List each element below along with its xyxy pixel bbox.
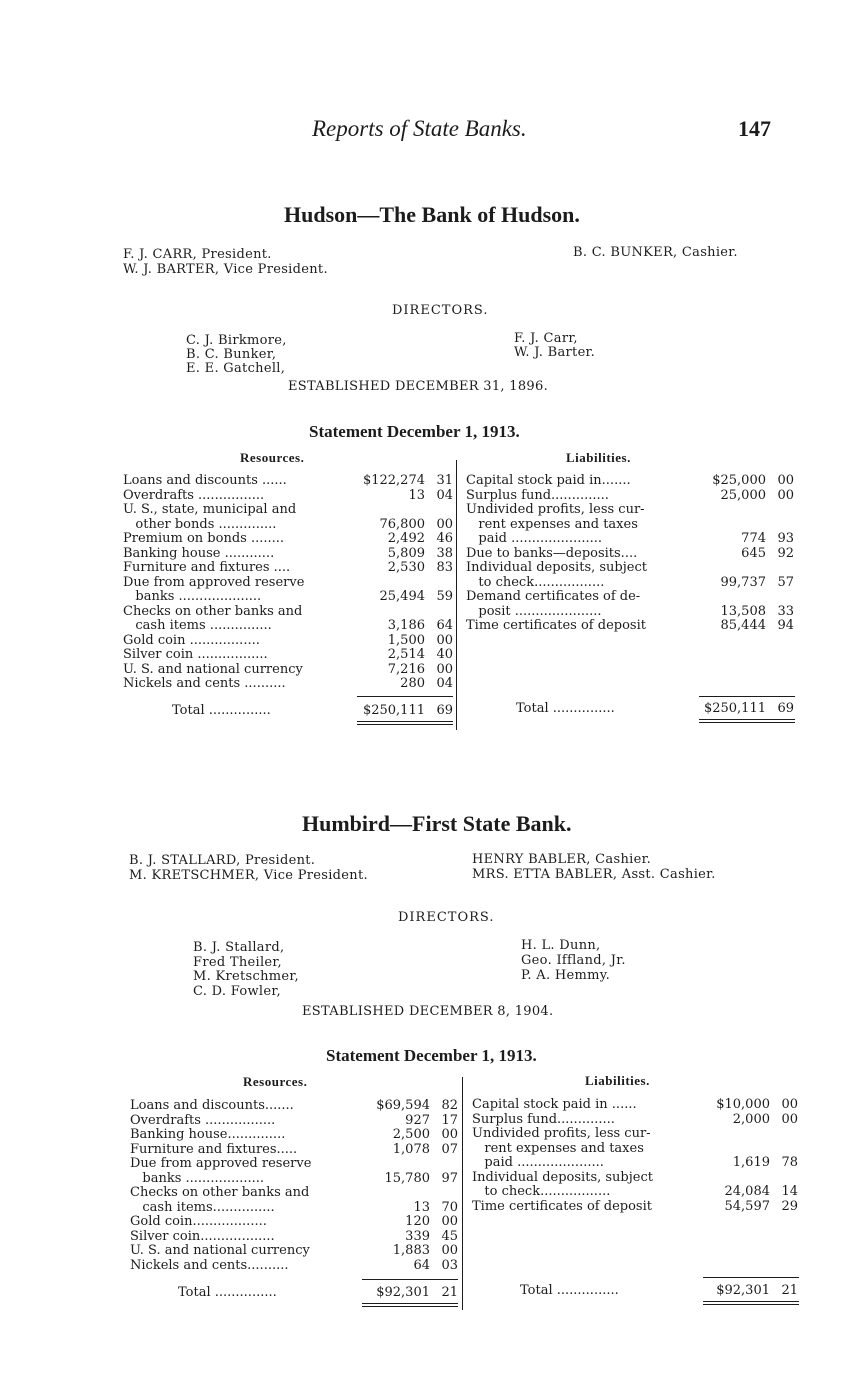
total-label: Total ............... bbox=[178, 1285, 277, 1300]
director-name: B. J. Stallard, bbox=[193, 940, 285, 955]
ledger-cents: 92 bbox=[777, 545, 794, 561]
ledger-dollars: 25,000 bbox=[720, 487, 766, 503]
ledger-dollars: $10,000 bbox=[716, 1097, 770, 1112]
ledger-label: Individual deposits, subject bbox=[466, 560, 647, 575]
ledger-label: cash items ............... bbox=[123, 618, 272, 633]
page-number: 147 bbox=[738, 116, 771, 141]
ledger-row bbox=[472, 1126, 800, 1141]
ledger-row bbox=[466, 502, 796, 517]
total-cents: 21 bbox=[781, 1283, 798, 1298]
ledger-dollars: 280 bbox=[400, 676, 425, 691]
total-label: Total ............... bbox=[520, 1283, 619, 1298]
ledger-dollars: 76,800 bbox=[379, 516, 425, 532]
ledger-label: rent expenses and taxes bbox=[472, 1140, 644, 1156]
ledger-row bbox=[123, 473, 455, 488]
ledger-dollars: 2,000 bbox=[732, 1111, 770, 1127]
ledger-cents: 00 bbox=[777, 473, 794, 488]
director-name: C. D. Fowler, bbox=[193, 984, 281, 999]
statement-title: Statement December 1, 1913. bbox=[309, 422, 520, 441]
director-name: F. J. Carr, bbox=[514, 331, 578, 346]
ledger-row bbox=[466, 575, 796, 590]
ledger-label: banks ................... bbox=[130, 1170, 265, 1186]
ledger-dollars: 2,530 bbox=[387, 560, 425, 575]
ledger-cents: 00 bbox=[781, 1111, 798, 1127]
ledger-label: paid ..................... bbox=[472, 1155, 604, 1170]
ledger-label: Furniture and fixtures..... bbox=[130, 1141, 298, 1157]
ledger-dollars: 64 bbox=[413, 1257, 430, 1273]
liabilities-heading: Liabilities. bbox=[585, 1073, 650, 1088]
ledger-dollars: 85,444 bbox=[720, 618, 766, 633]
ledger-row bbox=[123, 676, 455, 691]
ledger-row bbox=[123, 502, 455, 517]
total-label: Total ............... bbox=[172, 703, 271, 718]
ledger-label: Due from approved reserve bbox=[130, 1156, 312, 1171]
officer: F. J. CARR, President. bbox=[123, 247, 272, 262]
statement-title: Statement December 1, 1913. bbox=[326, 1046, 537, 1065]
ledger-label: Loans and discounts ...... bbox=[123, 473, 287, 488]
subtotal-rule bbox=[362, 1279, 458, 1280]
ledger-label: Silver coin.................. bbox=[130, 1228, 275, 1244]
ledger-cents: 17 bbox=[441, 1112, 458, 1128]
total-cents: 69 bbox=[777, 701, 794, 716]
ledger-label: Gold coin ................. bbox=[123, 632, 260, 648]
ledger-dollars: 24,084 bbox=[724, 1184, 770, 1199]
ledger-label: Loans and discounts....... bbox=[130, 1098, 294, 1113]
ledger-row bbox=[466, 618, 796, 633]
ledger-label: Checks on other banks and bbox=[123, 603, 303, 619]
officer: B. C. BUNKER, Cashier. bbox=[573, 245, 738, 260]
ledger-cents: 03 bbox=[441, 1257, 458, 1273]
ledger-row bbox=[123, 531, 455, 546]
ledger-row bbox=[123, 662, 455, 677]
ledger-label: U. S. and national currency bbox=[123, 661, 303, 677]
ledger-row bbox=[130, 1113, 460, 1128]
ledger-cents: 00 bbox=[441, 1127, 458, 1142]
ledger-row bbox=[130, 1142, 460, 1157]
ledger-cents: 31 bbox=[436, 473, 453, 488]
ledger-dollars: 1,619 bbox=[732, 1155, 770, 1170]
officer: MRS. ETTA BABLER, Asst. Cashier. bbox=[472, 867, 716, 882]
director-name: E. E. Gatchell, bbox=[186, 361, 286, 376]
ledger-label: U. S. and national currency bbox=[130, 1243, 310, 1258]
ledger-row bbox=[130, 1127, 460, 1142]
ledger-row bbox=[123, 647, 455, 662]
ledger-row bbox=[130, 1258, 460, 1273]
directors-heading: DIRECTORS. bbox=[398, 910, 495, 925]
total-label: Total ............... bbox=[516, 701, 615, 716]
ledger-cents: 83 bbox=[436, 560, 453, 575]
established-date: ESTABLISHED DECEMBER 8, 1904. bbox=[302, 1004, 554, 1019]
ledger-label: to check................. bbox=[466, 574, 605, 590]
ledger-label: Banking house ............ bbox=[123, 545, 275, 561]
total-cents: 69 bbox=[436, 703, 453, 718]
ledger-label: Gold coin.................. bbox=[130, 1214, 267, 1229]
bank-title: Humbird—First State Bank. bbox=[302, 811, 572, 836]
ledger-cents: 00 bbox=[777, 487, 794, 503]
ledger-dollars: 1,078 bbox=[392, 1141, 430, 1157]
ledger-cents: 00 bbox=[436, 632, 453, 648]
director-name: C. J. Birkmore, bbox=[186, 333, 287, 348]
bank-title: Hudson—The Bank of Hudson. bbox=[284, 202, 580, 227]
ledger-row bbox=[472, 1141, 800, 1156]
ledger-label: Furniture and fixtures .... bbox=[123, 560, 291, 575]
ledger-row bbox=[472, 1155, 800, 1170]
director-name: H. L. Dunn, bbox=[521, 938, 601, 953]
ledger-row bbox=[472, 1112, 800, 1127]
ledger-cents: 59 bbox=[436, 589, 453, 604]
ledger-label: banks .................... bbox=[123, 589, 262, 604]
ledger-label: U. S., state, municipal and bbox=[123, 502, 297, 517]
ledger-label: Undivided profits, less cur- bbox=[472, 1126, 651, 1141]
ledger-cents: 45 bbox=[441, 1228, 458, 1244]
ledger-cents: 97 bbox=[441, 1170, 458, 1186]
total-dollars: $250,111 bbox=[703, 701, 766, 716]
ledger-label: posit ..................... bbox=[466, 603, 602, 619]
director-name: Geo. Iffland, Jr. bbox=[521, 953, 626, 968]
ledger-row bbox=[466, 531, 796, 546]
ledger-row bbox=[130, 1185, 460, 1200]
ledger-row bbox=[466, 546, 796, 561]
ledger-dollars: 2,492 bbox=[387, 531, 425, 546]
ledger-label: paid ...................... bbox=[466, 531, 602, 546]
ledger-row bbox=[130, 1243, 460, 1258]
ledger-cents: 57 bbox=[777, 574, 794, 590]
total-double-rule bbox=[362, 1303, 458, 1307]
ledger-row bbox=[472, 1199, 800, 1214]
officer: HENRY BABLER, Cashier. bbox=[472, 852, 652, 867]
ledger-cents: 38 bbox=[436, 545, 453, 561]
ledger-row bbox=[130, 1214, 460, 1229]
ledger-label: Undivided profits, less cur- bbox=[466, 502, 645, 517]
total-double-rule bbox=[703, 1301, 799, 1305]
ledger-dollars: 99,737 bbox=[720, 574, 766, 590]
ledger-cents: 93 bbox=[777, 531, 794, 546]
directors-heading: DIRECTORS. bbox=[392, 303, 489, 318]
ledger-dollars: 645 bbox=[741, 545, 766, 561]
ledger-row bbox=[123, 633, 455, 648]
ledger-row bbox=[123, 575, 455, 590]
ledger-label: Due from approved reserve bbox=[123, 574, 305, 590]
ledger-dollars: $122,274 bbox=[362, 473, 425, 488]
ledger-row bbox=[472, 1170, 800, 1185]
ledger-row bbox=[466, 589, 796, 604]
ledger-label: to check................. bbox=[472, 1184, 611, 1199]
ledger-cents: 78 bbox=[781, 1155, 798, 1170]
total-dollars: $92,301 bbox=[716, 1283, 770, 1298]
ledger-label: Capital stock paid in ...... bbox=[472, 1097, 637, 1112]
ledger-row bbox=[123, 488, 455, 503]
ledger-dollars: 2,514 bbox=[387, 647, 425, 662]
ledger-label: Nickels and cents .......... bbox=[123, 676, 286, 691]
ledger-label: Time certificates of deposit bbox=[466, 618, 646, 633]
ledger-cents: 94 bbox=[777, 618, 794, 633]
ledger-row bbox=[130, 1156, 460, 1171]
ledger-dollars: 13 bbox=[408, 487, 425, 503]
ledger-cents: 46 bbox=[436, 531, 453, 546]
ledger-cents: 00 bbox=[436, 661, 453, 677]
subtotal-rule bbox=[703, 1277, 799, 1278]
ledger-dollars: 25,494 bbox=[379, 589, 425, 604]
ledger-cents: 00 bbox=[441, 1214, 458, 1229]
subtotal-rule bbox=[357, 696, 453, 697]
ledger-label: Surplus fund.............. bbox=[472, 1111, 615, 1127]
ledger-dollars: 15,780 bbox=[384, 1170, 430, 1186]
ledger-label: Time certificates of deposit bbox=[472, 1198, 652, 1214]
ledger-row bbox=[466, 488, 796, 503]
director-name: P. A. Hemmy. bbox=[521, 968, 611, 983]
ledger-row bbox=[123, 546, 455, 561]
ledger-cents: 82 bbox=[441, 1098, 458, 1113]
ledger-cents: 29 bbox=[781, 1198, 798, 1214]
ledger-dollars: 3,186 bbox=[387, 618, 425, 633]
subtotal-rule bbox=[699, 696, 795, 697]
ledger-dollars: 13 bbox=[413, 1199, 430, 1215]
ledger-cents: 00 bbox=[436, 516, 453, 532]
total-double-rule bbox=[699, 719, 795, 723]
officer: M. KRETSCHMER, Vice President. bbox=[129, 868, 368, 883]
ledger-label: Surplus fund.............. bbox=[466, 487, 609, 503]
ledger-label: Due to banks—deposits.... bbox=[466, 545, 638, 561]
total-double-rule bbox=[357, 721, 453, 725]
ledger-row bbox=[466, 517, 796, 532]
ledger-row bbox=[472, 1097, 800, 1112]
ledger-dollars: 2,500 bbox=[392, 1127, 430, 1142]
total-cents: 21 bbox=[441, 1285, 458, 1300]
ledger-label: Demand certificates of de- bbox=[466, 589, 641, 604]
ledger-dollars: 13,508 bbox=[720, 603, 766, 619]
ledger-dollars: $69,594 bbox=[376, 1098, 430, 1113]
director-name: Fred Theiler, bbox=[193, 955, 282, 970]
ledger-row bbox=[123, 604, 455, 619]
ledger-cents: 04 bbox=[436, 676, 453, 691]
ledger-cents: 14 bbox=[781, 1184, 798, 1199]
ledger-cents: 40 bbox=[436, 647, 453, 662]
ledger-cents: 33 bbox=[777, 603, 794, 619]
ledger-dollars: 927 bbox=[405, 1112, 430, 1128]
ledger-cents: 04 bbox=[436, 487, 453, 503]
ledger-row bbox=[130, 1171, 460, 1186]
officer: W. J. BARTER, Vice President. bbox=[123, 262, 328, 277]
ledger-cents: 07 bbox=[441, 1141, 458, 1157]
ledger-row bbox=[466, 473, 796, 488]
ledger-label: Checks on other banks and bbox=[130, 1185, 310, 1200]
ledger-label: Banking house.............. bbox=[130, 1127, 286, 1142]
liabilities-heading: Liabilities. bbox=[566, 450, 631, 465]
established-date: ESTABLISHED DECEMBER 31, 1896. bbox=[288, 379, 548, 394]
resources-heading: Resources. bbox=[240, 450, 305, 465]
ledger-row bbox=[130, 1229, 460, 1244]
ledger-row bbox=[130, 1098, 460, 1113]
ledger-dollars: 339 bbox=[405, 1228, 430, 1244]
ledger-cents: 70 bbox=[441, 1199, 458, 1215]
ledger-row bbox=[466, 604, 796, 619]
resources-heading: Resources. bbox=[243, 1074, 308, 1089]
ledger-row bbox=[123, 589, 455, 604]
ledger-label: Capital stock paid in....... bbox=[466, 473, 631, 488]
ledger-dollars: 1,883 bbox=[392, 1243, 430, 1258]
ledger-row bbox=[130, 1200, 460, 1215]
running-title: Reports of State Banks. bbox=[312, 116, 527, 141]
total-dollars: $92,301 bbox=[376, 1285, 430, 1300]
ledger-label: Overdrafts ................. bbox=[130, 1112, 276, 1128]
ledger-label: Premium on bonds ........ bbox=[123, 531, 285, 546]
ledger-label: Individual deposits, subject bbox=[472, 1169, 653, 1185]
officer: B. J. STALLARD, President. bbox=[129, 853, 316, 868]
ledger-row bbox=[472, 1184, 800, 1199]
column-divider bbox=[456, 460, 457, 730]
ledger-label: Silver coin ................. bbox=[123, 647, 268, 662]
ledger-row bbox=[123, 618, 455, 633]
total-dollars: $250,111 bbox=[362, 703, 425, 718]
director-name: M. Kretschmer, bbox=[193, 969, 299, 984]
ledger-cents: 64 bbox=[436, 618, 453, 633]
ledger-dollars: 5,809 bbox=[387, 545, 425, 561]
ledger-dollars: 54,597 bbox=[724, 1198, 770, 1214]
ledger-dollars: 774 bbox=[741, 531, 766, 546]
ledger-label: cash items............... bbox=[130, 1199, 275, 1215]
ledger-dollars: 1,500 bbox=[387, 632, 425, 648]
ledger-cents: 00 bbox=[781, 1097, 798, 1112]
ledger-label: Overdrafts ................ bbox=[123, 487, 265, 503]
director-name: W. J. Barter. bbox=[514, 345, 596, 360]
ledger-dollars: 120 bbox=[405, 1214, 430, 1229]
ledger-row bbox=[466, 560, 796, 575]
column-divider bbox=[462, 1077, 463, 1310]
ledger-dollars: $25,000 bbox=[712, 473, 766, 488]
ledger-row bbox=[123, 560, 455, 575]
ledger-label: other bonds .............. bbox=[123, 516, 277, 532]
ledger-cents: 00 bbox=[441, 1243, 458, 1258]
ledger-row bbox=[123, 517, 455, 532]
ledger-dollars: 7,216 bbox=[387, 661, 425, 677]
director-name: B. C. Bunker, bbox=[186, 347, 277, 362]
ledger-label: rent expenses and taxes bbox=[466, 516, 638, 532]
ledger-label: Nickels and cents.......... bbox=[130, 1257, 289, 1273]
